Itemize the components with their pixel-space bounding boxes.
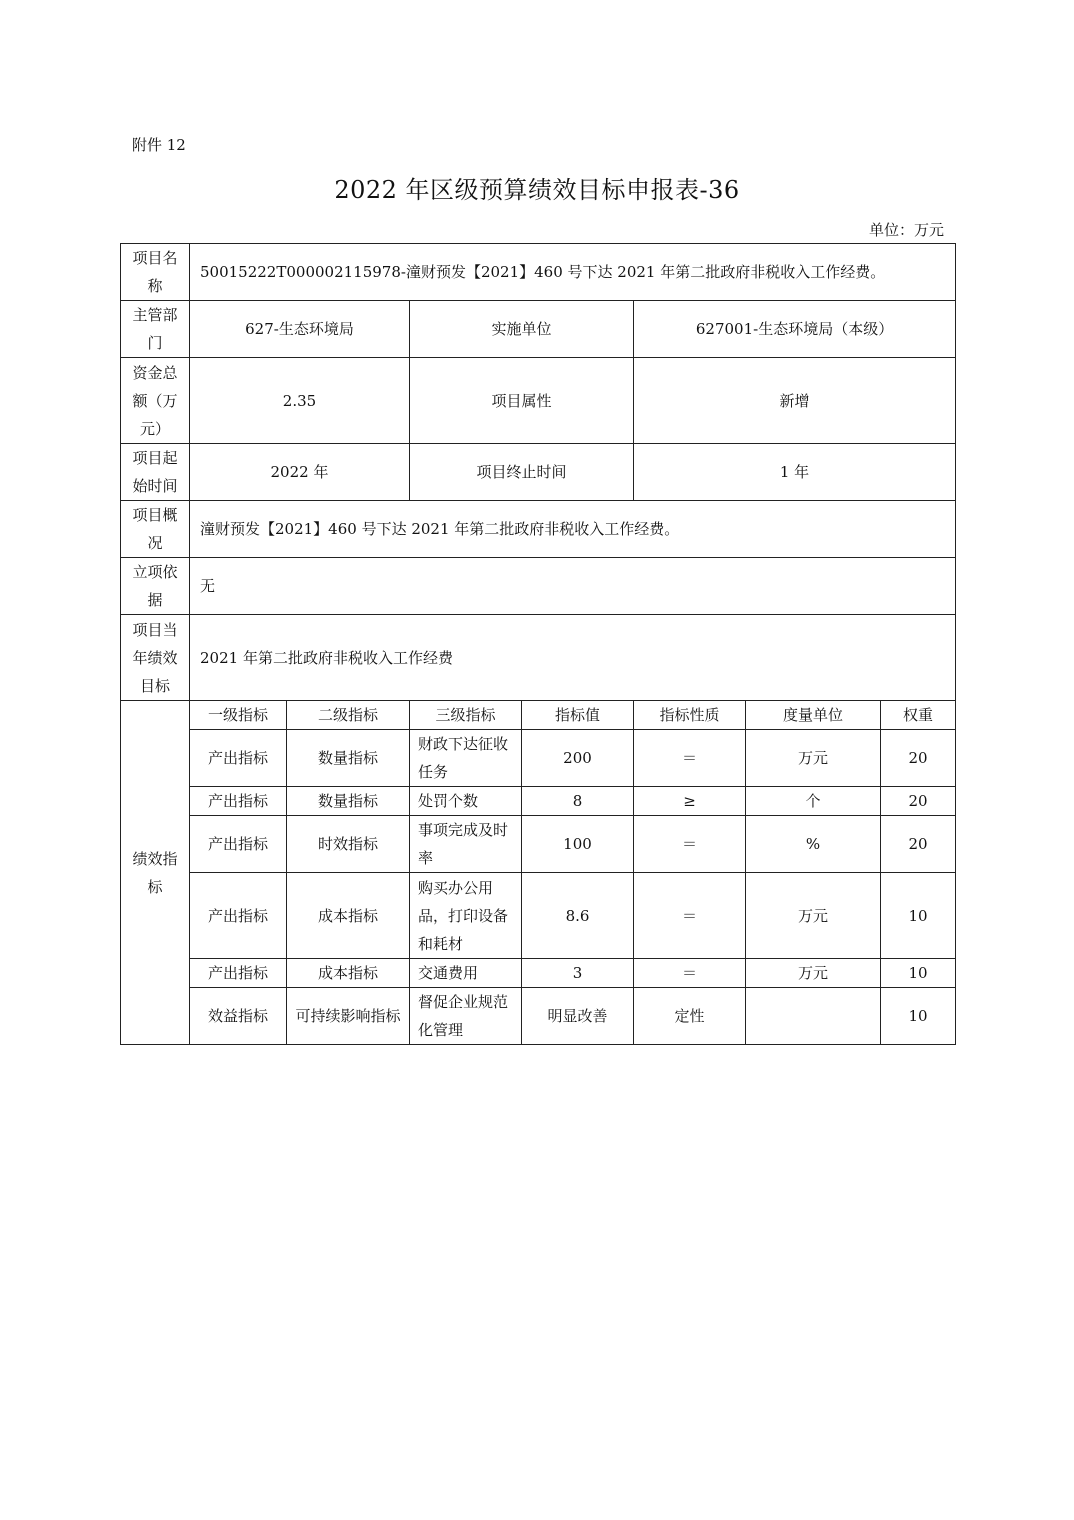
- performance-target-table: [120, 243, 956, 1045]
- col-header-unit: 度量单位: [746, 701, 881, 730]
- indicator-level1: 产出指标: [190, 959, 287, 988]
- indicator-value: 8.6: [522, 873, 634, 959]
- indicator-weight: 20: [881, 787, 956, 816]
- implementing-unit-label: 实施单位: [410, 301, 634, 358]
- fund-total-label: 资金总额（万元）: [121, 358, 190, 444]
- indicator-level3: 财政下达征收任务: [410, 730, 522, 787]
- row-basis: [121, 558, 956, 615]
- indicator-row: [121, 787, 956, 816]
- project-attribute-label: 项目属性: [410, 358, 634, 444]
- end-time-value: 1 年: [634, 444, 956, 501]
- indicator-unit: 个: [746, 787, 881, 816]
- indicator-row: [121, 959, 956, 988]
- indicator-value: 200: [522, 730, 634, 787]
- indicator-unit: 万元: [746, 873, 881, 959]
- basis-value: 无: [190, 558, 956, 615]
- indicator-level2: 数量指标: [287, 730, 410, 787]
- col-header-value: 指标值: [522, 701, 634, 730]
- indicator-header-row: [121, 701, 956, 730]
- row-annual-goal: [121, 615, 956, 701]
- indicator-level2: 时效指标: [287, 816, 410, 873]
- indicator-nature: ＝: [634, 816, 746, 873]
- row-fund: [121, 358, 956, 444]
- indicator-level3: 处罚个数: [410, 787, 522, 816]
- indicator-level3: 购买办公用品，打印设备和耗材: [410, 873, 522, 959]
- col-header-level3: 三级指标: [410, 701, 522, 730]
- indicator-weight: 10: [881, 988, 956, 1045]
- indicator-row: [121, 988, 956, 1045]
- overview-value: 潼财预发【2021】460 号下达 2021 年第二批政府非税收入工作经费。: [190, 501, 956, 558]
- implementing-unit-value: 627001-生态环境局（本级）: [634, 301, 956, 358]
- indicator-value: 明显改善: [522, 988, 634, 1045]
- col-header-level1: 一级指标: [190, 701, 287, 730]
- overview-label: 项目概况: [121, 501, 190, 558]
- row-department: [121, 301, 956, 358]
- page-title: 2022 年区级预算绩效目标申报表-36: [334, 176, 740, 204]
- project-name-label: 项目名称: [121, 244, 190, 301]
- row-overview: [121, 501, 956, 558]
- col-header-level2: 二级指标: [287, 701, 410, 730]
- indicator-weight: 10: [881, 873, 956, 959]
- indicator-nature: 定性: [634, 988, 746, 1045]
- indicator-unit: 万元: [746, 959, 881, 988]
- unit-label: 单位：万元: [868, 221, 944, 239]
- row-period: [121, 444, 956, 501]
- indicator-level3: 督促企业规范化管理: [410, 988, 522, 1045]
- start-time-label: 项目起始时间: [121, 444, 190, 501]
- indicator-level3: 事项完成及时率: [410, 816, 522, 873]
- indicator-level2: 成本指标: [287, 959, 410, 988]
- department-label: 主管部门: [121, 301, 190, 358]
- indicator-value: 8: [522, 787, 634, 816]
- start-time-value: 2022 年: [190, 444, 410, 501]
- basis-label: 立项依据: [121, 558, 190, 615]
- indicator-level1: 产出指标: [190, 730, 287, 787]
- indicator-level2: 成本指标: [287, 873, 410, 959]
- indicator-unit: 万元: [746, 730, 881, 787]
- indicator-weight: 10: [881, 959, 956, 988]
- indicator-row: [121, 873, 956, 959]
- indicator-row: [121, 816, 956, 873]
- indicator-weight: 20: [881, 816, 956, 873]
- annual-goal-label: 项目当年绩效目标: [121, 615, 190, 701]
- project-name-value: 50015222T000002115978-潼财预发【2021】460 号下达 2021 年第二批政府非税收入工作经费。: [190, 244, 956, 301]
- indicator-unit: %: [746, 816, 881, 873]
- project-attribute-value: 新增: [634, 358, 956, 444]
- indicator-level2: 数量指标: [287, 787, 410, 816]
- indicator-nature: ＝: [634, 730, 746, 787]
- indicator-weight: 20: [881, 730, 956, 787]
- indicator-level1: 产出指标: [190, 787, 287, 816]
- indicator-level3: 交通费用: [410, 959, 522, 988]
- annual-goal-value: 2021 年第二批政府非税收入工作经费: [190, 615, 956, 701]
- indicators-section-label: 绩效指标: [121, 701, 190, 1045]
- indicator-value: 3: [522, 959, 634, 988]
- col-header-nature: 指标性质: [634, 701, 746, 730]
- col-header-weight: 权重: [881, 701, 956, 730]
- indicator-unit: [746, 988, 881, 1045]
- department-value: 627-生态环境局: [190, 301, 410, 358]
- indicator-level1: 效益指标: [190, 988, 287, 1045]
- indicator-nature: ＝: [634, 873, 746, 959]
- attachment-label: 附件 12: [132, 136, 186, 154]
- indicator-nature: ＝: [634, 959, 746, 988]
- indicator-nature: ≥: [634, 787, 746, 816]
- indicator-value: 100: [522, 816, 634, 873]
- indicator-level1: 产出指标: [190, 816, 287, 873]
- end-time-label: 项目终止时间: [410, 444, 634, 501]
- indicator-level1: 产出指标: [190, 873, 287, 959]
- indicator-level2: 可持续影响指标: [287, 988, 410, 1045]
- indicator-row: [121, 730, 956, 787]
- row-project-name: [121, 244, 956, 301]
- fund-total-value: 2.35: [190, 358, 410, 444]
